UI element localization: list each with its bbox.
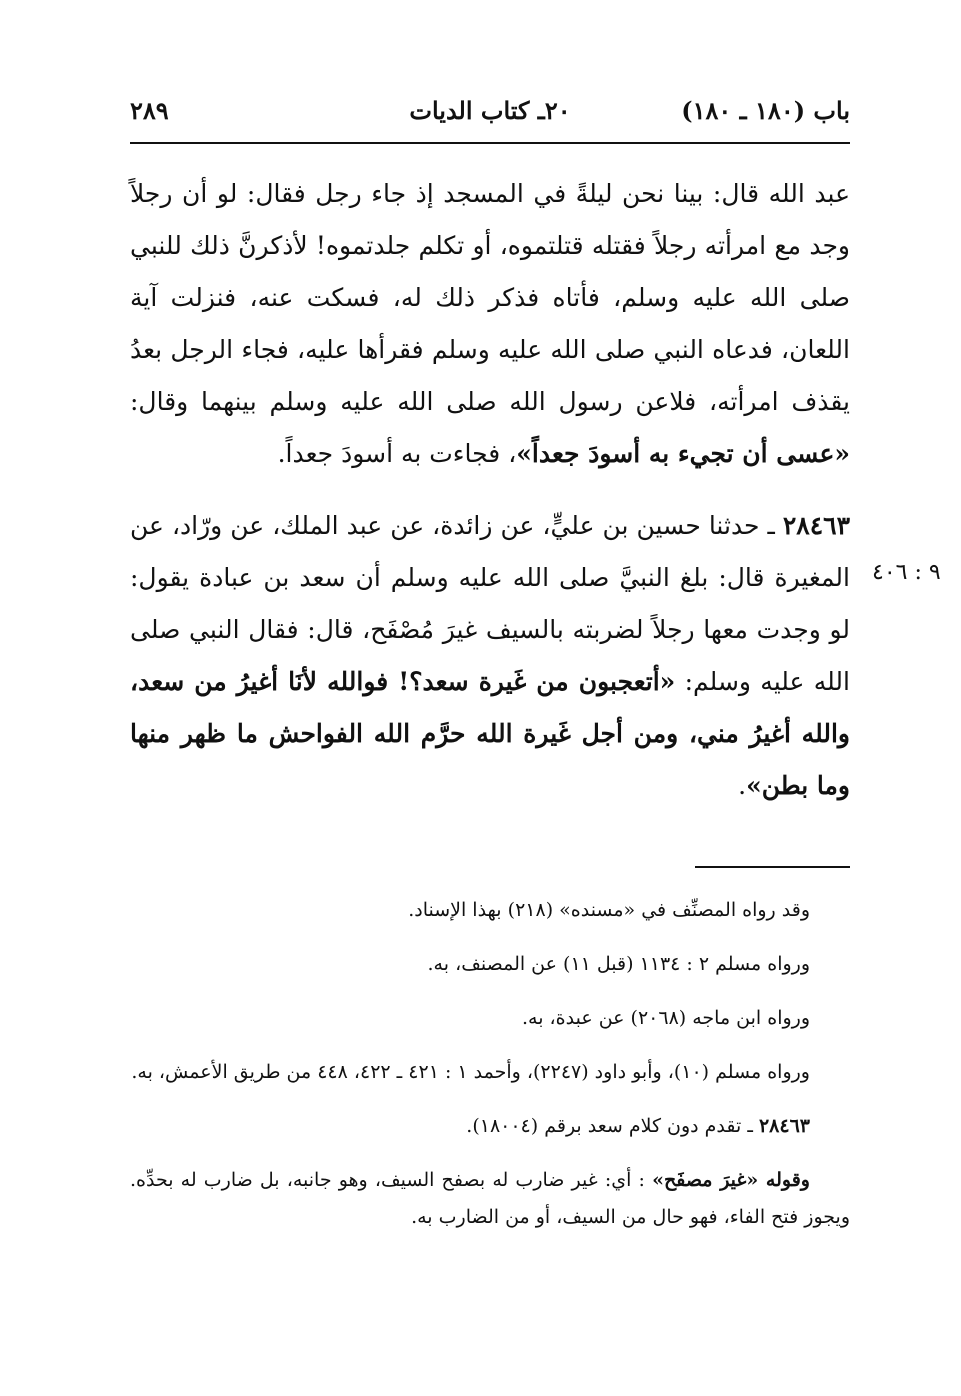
book-title: ٢٠ـ كتاب الديات: [409, 96, 571, 125]
paragraph-2-end: .: [738, 771, 747, 800]
paragraph-1: [130, 168, 850, 480]
footnote-2: ورواه مسلم ٢ : ١١٣٤ (قبل ١١) عن المصنف، به.: [427, 953, 810, 975]
header-divider: [130, 142, 850, 144]
footnote-6: [130, 1162, 850, 1236]
footnote-6-term: وقوله «غيرَ مصفَح»: [652, 1169, 810, 1191]
paragraph-1-text: عبد الله قال: بينا نحن ليلةً في المسجد إذ جاء رجل فقال: لو أن رجلاً وجد مع امرأته رجلاً فقتله قتلتموه، أو تكلم جلدتموه! لأذكرنَّ ذلك للنبي صلى الله عليه وسلم، فأتاه فذكر ذلك له، فسكت عنه، فنزلت آية اللعان، فدعاه النبي صلى الله عليه وسلم فقرأها عليه، فجاء الرجل بعدُ يقذف امرأته، فلاعن رسول الله صلى الله عليه وسلم بينهما وقال:: [130, 179, 850, 416]
footnote-5-text: ـ تقدم دون كلام سعد برقم (١٨٠٠٤).: [466, 1115, 753, 1137]
chapter-title: باب (١٨٠ ـ ١٨٠): [681, 96, 850, 125]
footnotes: [130, 892, 850, 1253]
margin-reference: ٩ : ٤٠٦: [872, 560, 941, 585]
footnote-3: ورواه ابن ماجه (٢٠٦٨) عن عبدة، به.: [521, 1007, 810, 1029]
hadith-number: ٢٨٤٦٣: [782, 511, 850, 540]
footnote-1: وقد رواه المصنِّف في «مسنده» (٢١٨) بهذا الإسناد.: [408, 899, 810, 921]
prophet-quote-2: «أتعجبون من غَيرة سعد؟! فوالله لأنَا أغيرُ من سعد، والله أغيرُ مني، ومن أجل غَيرة الله حرَّم الله الفواحش ما ظهر منها وما بطن»: [130, 667, 850, 800]
footnote-4: ورواه مسلم (١٠)، وأبو داود (٢٢٤٧)، وأحمد ١ : ٤٢١ ـ ٤٢٢، ٤٤٨ من طريق الأعمش، به.: [131, 1061, 810, 1083]
footnote-divider: [695, 866, 850, 868]
footnote-6-text: : أي: غير ضارب له بصفح السيف، وهو جانبه، بل ضارب له بحدِّه. ويجوز فتح الفاء، فهو حال من السيف، أو من الضارب به.: [130, 1169, 850, 1228]
footnote-5-number: ٢٨٤٦٣: [758, 1115, 810, 1137]
main-text: [130, 168, 850, 812]
paragraph-2: [130, 500, 850, 812]
page-number: ٢٨٩: [130, 96, 169, 125]
footnote-5: [130, 1108, 850, 1145]
paragraph-1-end: ، فجاءت به أسودَ جعداً.: [277, 439, 517, 468]
paragraph-2-text: ـ حدثنا حسين بن عليٍّ، عن زائدة، عن عبد الملك، عن ورّاد، عن المغيرة قال: بلغ النبيَّ صلى الله عليه وسلم أن سعد بن عبادة يقول: لو وجدت معها رجلاً لضربته بالسيف غيرَ مُصْفَح، قال: فقال النبي صلى الله عليه وسلم:: [130, 511, 850, 696]
page-header: [130, 96, 850, 132]
prophet-quote-1: «عسى أن تجيء به أسودَ جعداً»: [516, 439, 850, 468]
